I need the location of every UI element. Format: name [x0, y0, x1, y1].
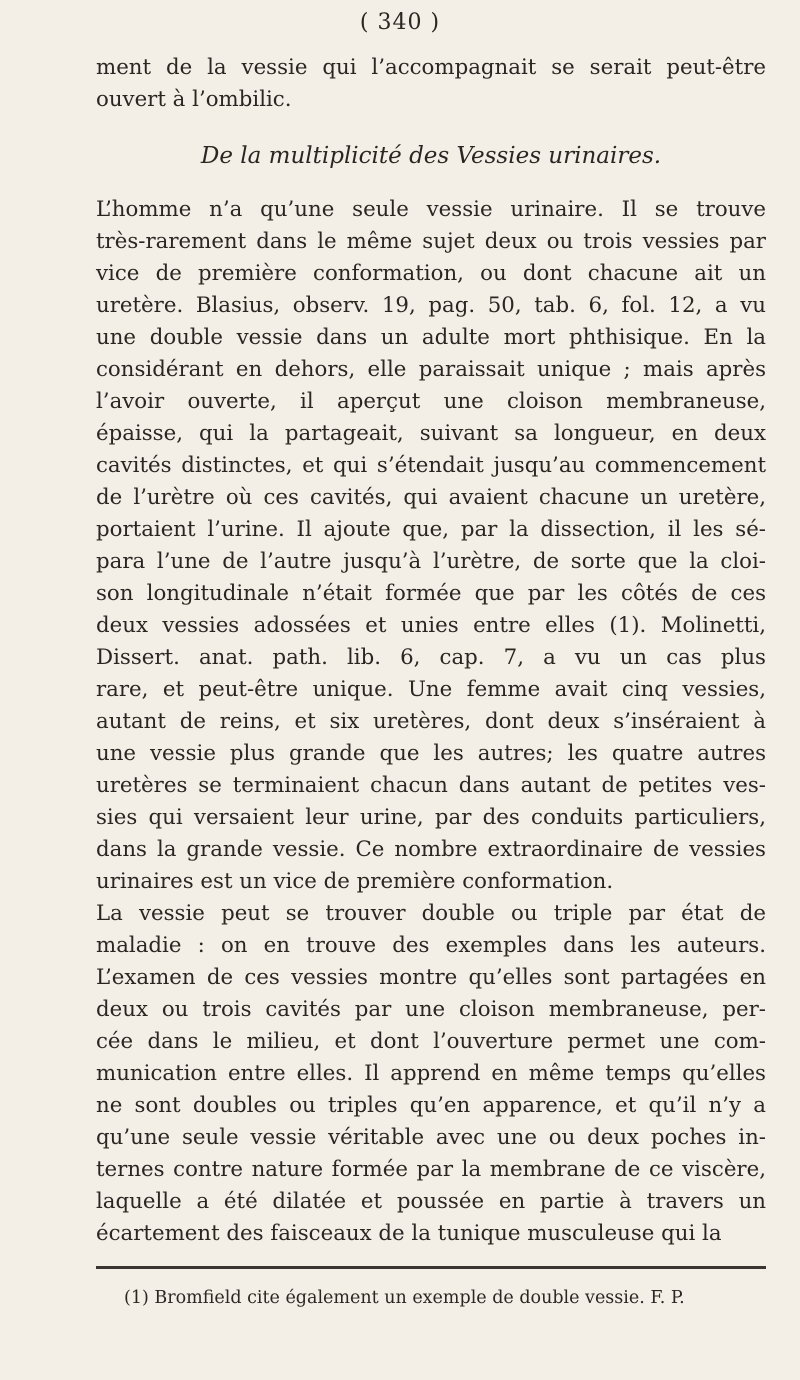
text-line: une vessie plus grande que les autres; les quatre autres [96, 741, 766, 766]
text-line: vice de première conformation, ou dont chacune ait un [96, 261, 766, 286]
text-line: para l’une de l’autre jusqu’à l’urètre, de sorte que la cloi- [96, 549, 766, 574]
text-line: épaisse, qui la partageait, suivant sa longueur, en deux [96, 421, 766, 446]
text-line: ment de la vessie qui l’accompagnait se serait peut-être [96, 55, 766, 80]
text-line: qu’une seule vessie véritable avec une ou deux poches in- [96, 1125, 766, 1150]
text-line: une double vessie dans un adulte mort phthisique. En la [96, 325, 766, 350]
text-line: ne sont doubles ou triples qu’en apparence, et qu’il n’y a [96, 1093, 766, 1118]
text-line: rare, et peut-être unique. Une femme avait cinq vessies, [96, 677, 766, 702]
text-line: munication entre elles. Il apprend en même temps qu’elles [96, 1061, 766, 1086]
text-line: de l’urètre où ces cavités, qui avaient chacune un uretère, [96, 485, 766, 510]
text-line: sies qui versaient leur urine, par des conduits particuliers, [96, 805, 766, 830]
text-line: Dissert. anat. path. lib. 6, cap. 7, a vu un cas plus [96, 645, 766, 670]
text-line: écartement des faisceaux de la tunique musculeuse qui la [96, 1221, 722, 1246]
text-line: son longitudinale n’était formée que par les côtés de ces [96, 581, 766, 606]
text-line: L’homme n’a qu’une seule vessie urinaire. Il se trouve [96, 197, 766, 222]
text-line: ouvert à l’ombilic. [96, 87, 292, 112]
footnote: (1) Bromfield cite également un exemple de double vessie. F. P. [124, 1288, 685, 1308]
text-line: urinaires est un vice de première conformation. [96, 869, 614, 894]
text-line: uretères se terminaient chacun dans autant de petites ves- [96, 773, 766, 798]
text-line: autant de reins, et six uretères, dont deux s’inséraient à [96, 709, 766, 734]
page-number: ( 340 ) [359, 10, 441, 35]
text-line: La vessie peut se trouver double ou triple par état de [96, 901, 766, 926]
text-line: laquelle a été dilatée et poussée en partie à travers un [96, 1189, 766, 1214]
text-line: deux vessies adossées et unies entre elles (1). Molinetti, [96, 613, 766, 638]
body-text [96, 52, 766, 1250]
text-line: maladie : on en trouve des exemples dans les auteurs. [96, 933, 766, 958]
text-line: deux ou trois cavités par une cloison membraneuse, per- [96, 997, 766, 1022]
section-title: De la multiplicité des Vessies urinaires. [200, 143, 662, 169]
text-line: l’avoir ouverte, il aperçut une cloison membraneuse, [96, 389, 766, 414]
text-line: uretère. Blasius, observ. 19, pag. 50, tab. 6, fol. 12, a vu [96, 293, 766, 318]
text-line: L’examen de ces vessies montre qu’elles sont partagées en [96, 965, 766, 990]
footnote-rule [96, 1266, 766, 1269]
text-line: très-rarement dans le même sujet deux ou trois vessies par [96, 229, 766, 254]
text-line: considérant en dehors, elle paraissait unique ; mais après [96, 357, 766, 382]
text-line: portaient l’urine. Il ajoute que, par la dissection, il les sé- [96, 517, 766, 542]
text-line: cée dans le milieu, et dont l’ouverture permet une com- [96, 1029, 766, 1054]
paragraph [96, 194, 766, 1250]
text-line: cavités distinctes, et qui s’étendait jusqu’au commencement [96, 453, 766, 478]
text-line: dans la grande vessie. Ce nombre extraordinaire de vessies [96, 837, 766, 862]
text-line: ternes contre nature formée par la membrane de ce viscère, [96, 1157, 766, 1182]
